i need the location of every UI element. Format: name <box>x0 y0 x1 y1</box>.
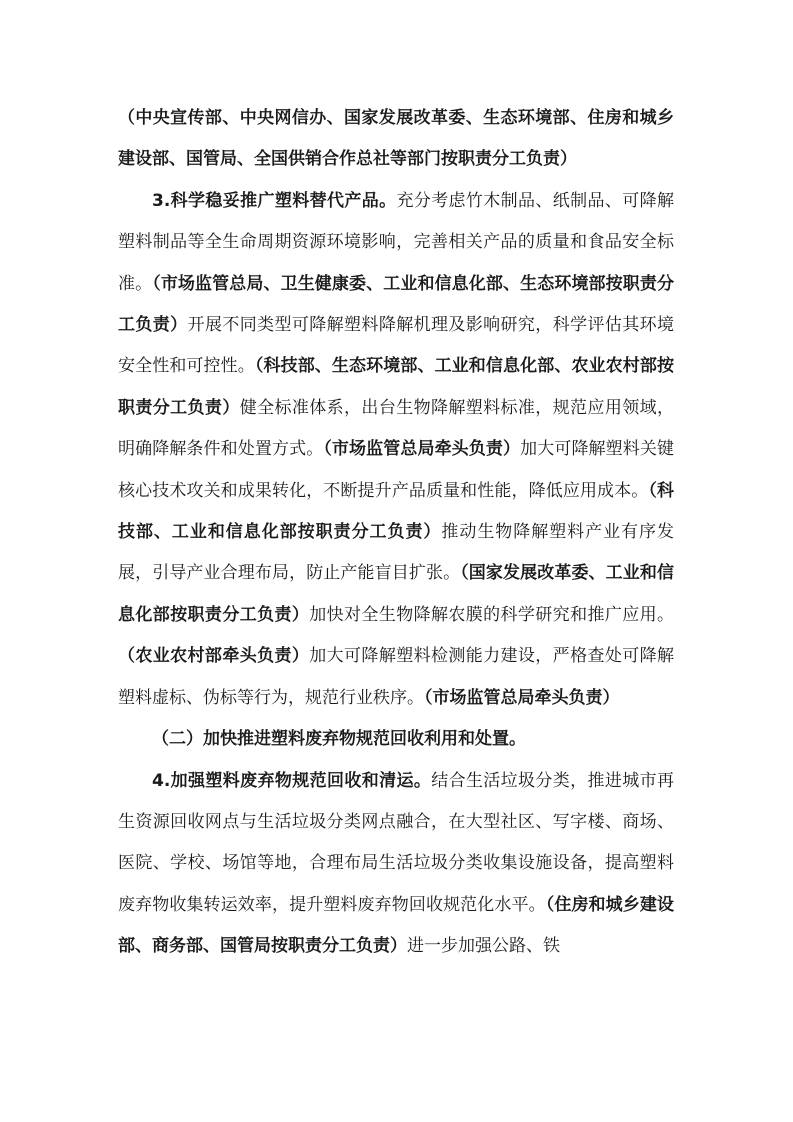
body-text: 开展不同类型可降解塑料降解机理及影响研究，科学评估其环境安全性和可控性。 <box>118 315 675 377</box>
responsibility-note: （市场监管总局牵头负责） <box>424 687 620 708</box>
body-text: 推动生物降解塑料产业有序发展，引导产业合理布局，防止产能盲目扩张。 <box>118 522 675 584</box>
body-text: 进一步加强公路、铁 <box>407 936 560 957</box>
document-body <box>118 98 674 968</box>
body-text: 健全标准体系，出台生物降解塑料标准，规范应用领域，明确降解条件和处置方式。 <box>118 397 675 460</box>
paragraph-item-3 <box>118 181 674 719</box>
body-text: 加大可降解塑料关键核心技术攻关和成果转化，不断提升产品质量和性能，降低应用成本。 <box>118 439 674 501</box>
paragraph-item-4 <box>118 761 674 968</box>
body-text: 结合生活垃圾分类，推进城市再生资源回收网点与生活垃圾分类网点融合，在大型社区、写字楼、商场、医院、学校、场馆等地，合理布局生活垃圾分类收集设施设备，提高塑料废弃物收集转运效率，提升塑料废弃物回收规范化水平。 <box>118 770 675 915</box>
body-text: 充分考虑竹木制品、纸制品、可降解塑料制品等全生命周期资源环境影响，完善相关产品的质量和食品安全标准。 <box>118 190 674 294</box>
body-text: 加快对全生物降解农膜的科学研究和推广应用。 <box>309 604 675 625</box>
responsibility-note: （市场监管总局牵头负责） <box>323 439 521 460</box>
responsibility-note: （科技部、工业和信息化部按职责分工负责） <box>118 480 674 543</box>
paragraph-responsible-departments <box>118 98 674 181</box>
responsibility-note: （中央宣传部、中央网信办、国家发展改革委、生态环境部、住房和城乡建设部、国管局、全国供销合作总社等部门按职责分工负责） <box>118 108 674 170</box>
item-3-title: 3.科学稳妥推广塑料替代产品。 <box>152 190 397 211</box>
responsibility-note: （国家发展改革委、工业和信息化部按职责分工负责） <box>118 563 674 625</box>
responsibility-note: （科技部、生态环境部、工业和信息化部、农业农村部按职责分工负责） <box>118 356 674 418</box>
section-heading-text: （二）加快推进塑料废弃物规范回收利用和处置。 <box>152 729 526 750</box>
responsibility-note: （农业农村部牵头负责） <box>118 646 310 667</box>
section-heading-2 <box>118 719 674 760</box>
responsibility-note: （市场监管总局、卫生健康委、工业和信息化部、生态环境部按职责分工负责） <box>118 273 674 336</box>
responsibility-note: （住房和城乡建设部、商务部、国管局按职责分工负责） <box>118 894 674 957</box>
item-4-title: 4.加强塑料废弃物规范回收和清运。 <box>152 770 432 791</box>
body-text: 加大可降解塑料检测能力建设，严格查处可降解塑料虚标、伪标等行为，规范行业秩序。 <box>118 646 675 708</box>
